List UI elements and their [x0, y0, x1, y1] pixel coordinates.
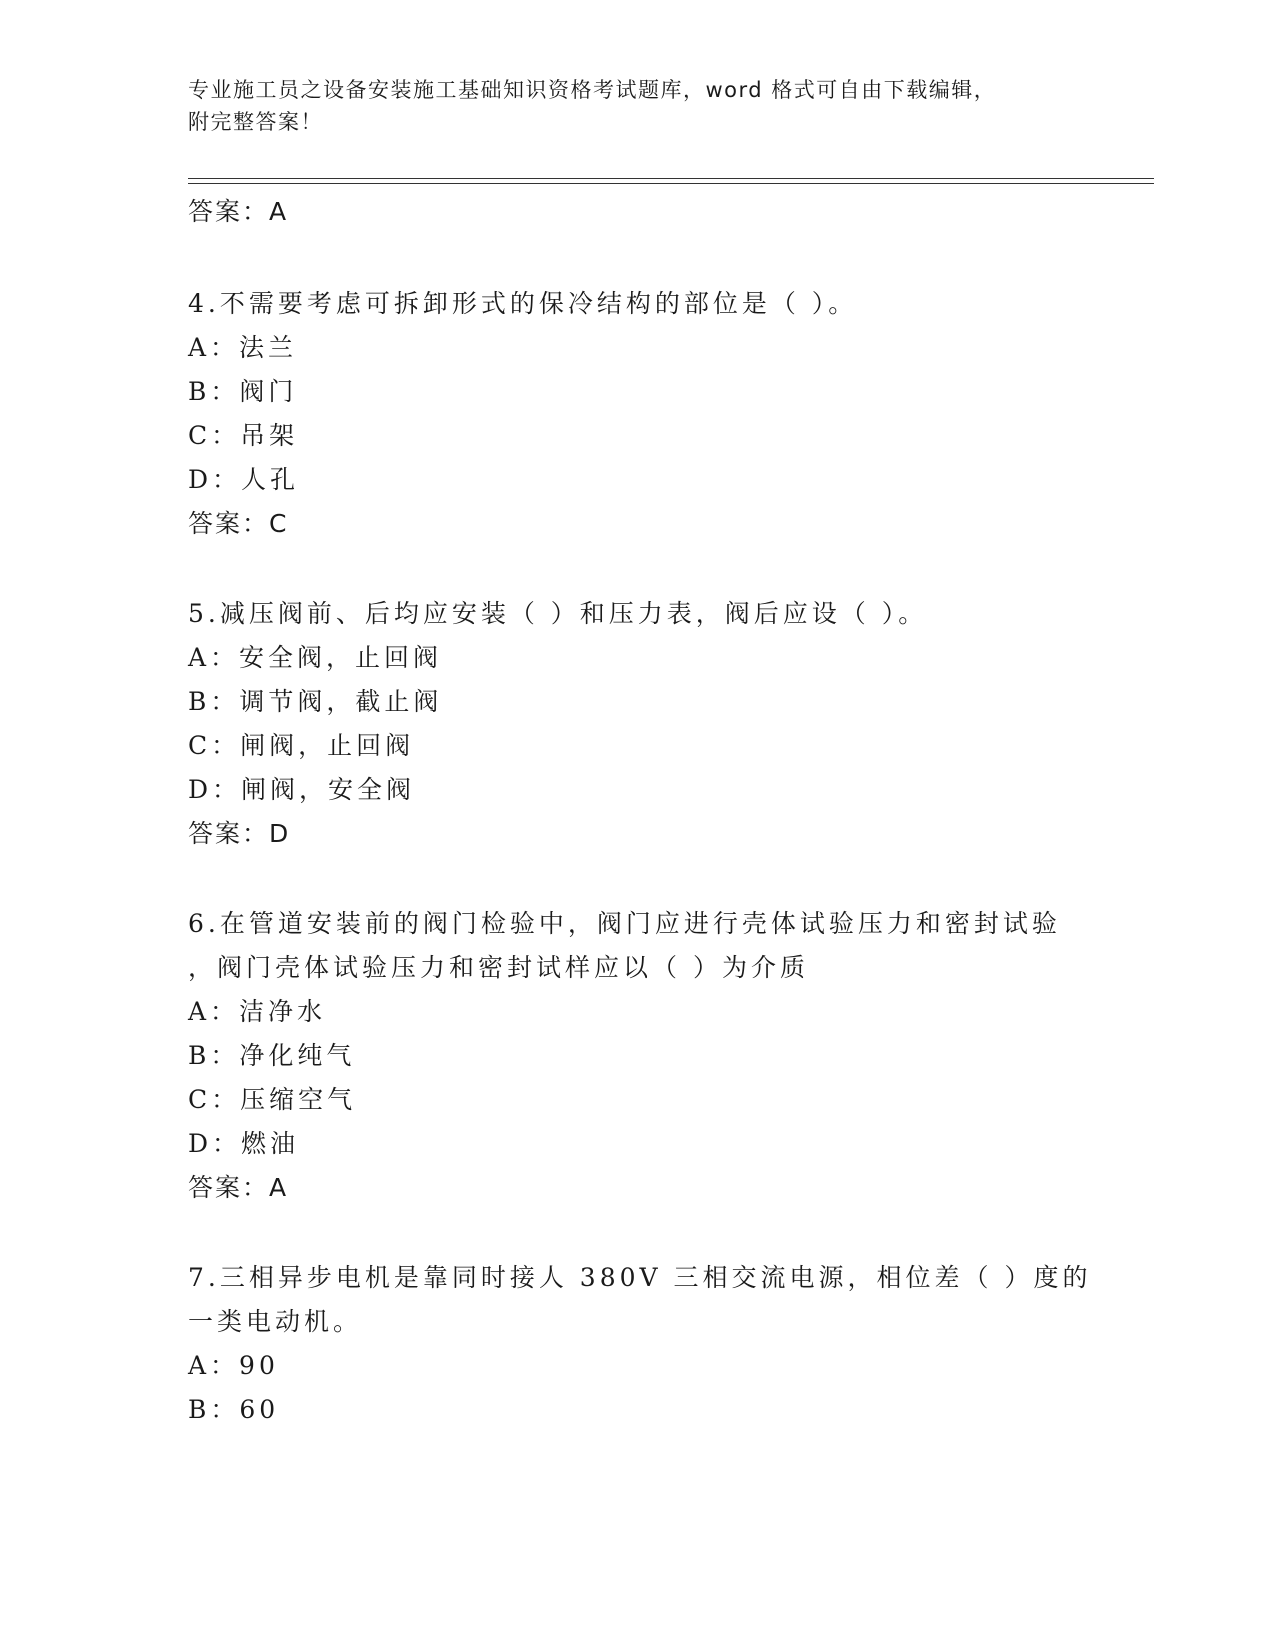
question-6-option-b: B：净化纯气 [188, 1041, 356, 1070]
question-4-answer: 答案：C [188, 509, 289, 538]
question-5-stem: 5.减压阀前、后均应安装（ ）和压力表，阀后应设（ ）。 [188, 599, 928, 628]
question-4-option-c: C：吊架 [188, 421, 299, 450]
question-5-option-b: B：调节阀，截止阀 [188, 687, 443, 716]
question-6-answer: 答案：A [188, 1173, 289, 1202]
document-header [188, 74, 1068, 138]
question-5-option-d: D：闸阀，安全阀 [188, 775, 416, 804]
question-7-option-a: A：90 [188, 1351, 279, 1380]
question-6-stem-line-1: 6.在管道安装前的阀门检验中，阀门应进行壳体试验压力和密封试验 [188, 909, 1061, 938]
question-5-answer: 答案：D [188, 819, 291, 848]
question-7-stem-line-2: 一类电动机。 [188, 1307, 363, 1336]
header-divider-bottom [188, 183, 1154, 184]
question-4-option-a: A：法兰 [188, 333, 298, 362]
question-4-option-d: D：人孔 [188, 465, 300, 494]
header-line-2: 附完整答案！ [188, 110, 323, 134]
question-6-option-c: C：压缩空气 [188, 1085, 357, 1114]
question-5-option-c: C：闸阀，止回阀 [188, 731, 415, 760]
question-4-stem: 4.不需要考虑可拆卸形式的保冷结构的部位是（ ）。 [188, 289, 858, 318]
answer-previous: 答案：A [188, 197, 289, 226]
header-line-1: 专业施工员之设备安装施工基础知识资格考试题库，word 格式可自由下载编辑， [188, 78, 997, 102]
header-divider-top [188, 178, 1154, 179]
question-4-option-b: B：阀门 [188, 377, 298, 406]
question-6-option-a: A：洁净水 [188, 997, 327, 1026]
question-5-option-a: A：安全阀，止回阀 [188, 643, 443, 672]
question-6-stem-line-2: ，阀门壳体试验压力和密封试样应以（ ）为介质 [188, 953, 809, 982]
question-7-stem-line-1: 7.三相异步电机是靠同时接人 380V 三相交流电源，相位差（ ）度的 [188, 1263, 1092, 1292]
question-7-option-b: B：60 [188, 1395, 280, 1424]
question-6-option-d: D：燃油 [188, 1129, 300, 1158]
